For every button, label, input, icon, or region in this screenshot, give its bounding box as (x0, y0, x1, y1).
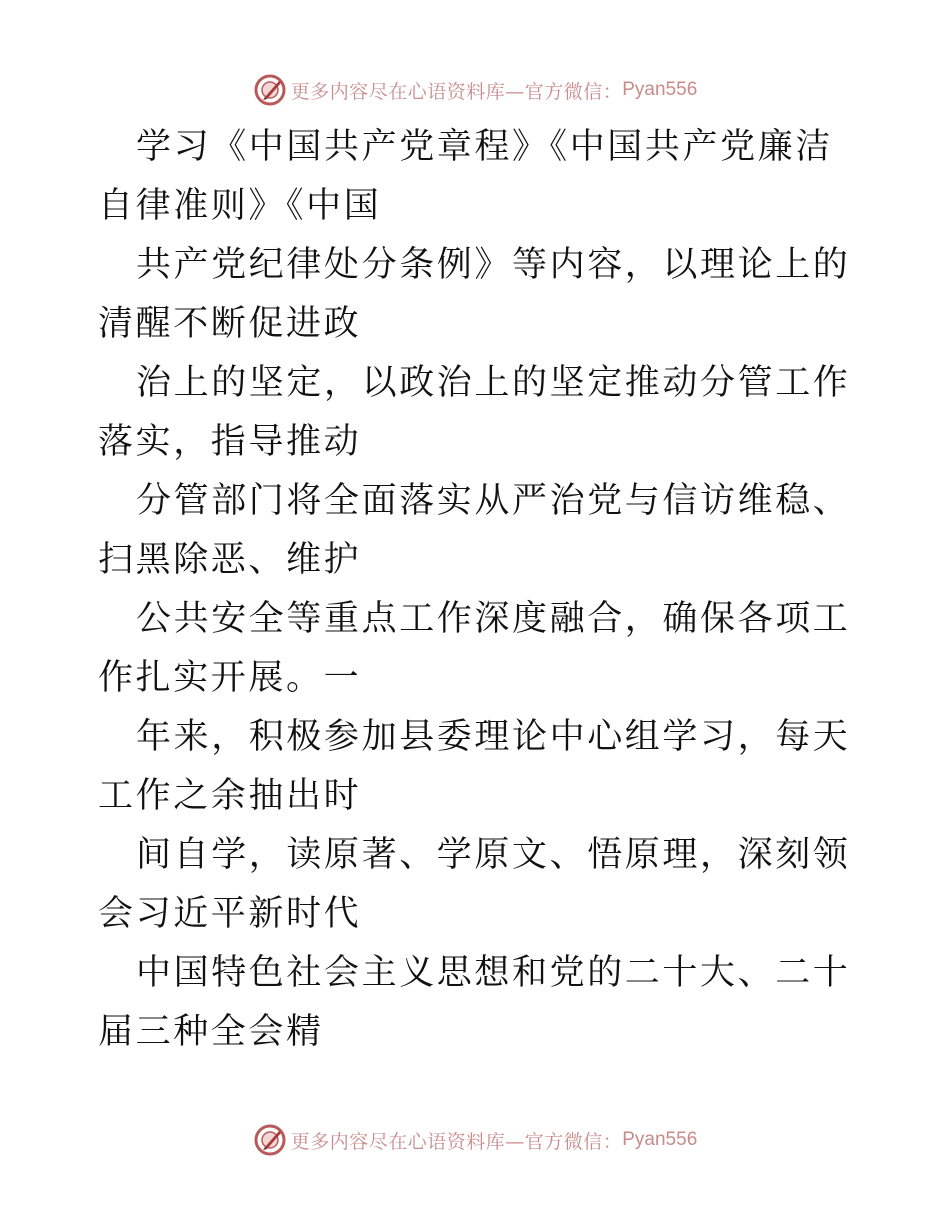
watermark-text: 更多内容尽在心语资料库—官方微信： (290, 1130, 623, 1153)
paragraph-7: 间自学，读原著、学原文、悟原理，深刻领会习近平新时代 (98, 835, 851, 934)
watermark-brand: Pyan556 (622, 1129, 698, 1150)
paragraph-1: 学习《中国共产党章程》《中国共产党廉洁自律准则》《中国 (98, 127, 833, 226)
footer-watermark (0, 1120, 950, 1160)
paragraph-8: 中国特色社会主义思想和党的二十大、二十届三种全会精 (98, 953, 851, 1052)
paragraph-3: 治上的坚定，以政治上的坚定推动分管工作落实，指导推动 (98, 363, 851, 462)
paragraph-6: 年来，积极参加县委理论中心组学习，每天工作之余抽出时 (98, 717, 851, 816)
document-body (98, 118, 858, 1062)
header-watermark (0, 70, 950, 110)
paragraph-5: 公共安全等重点工作深度融合，确保各项工作扎实开展。一 (98, 599, 851, 698)
brand-logo-icon (253, 73, 287, 107)
watermark-text: 更多内容尽在心语资料库—官方微信： (290, 80, 623, 103)
brand-logo-icon (253, 1123, 287, 1157)
paragraph-2: 共产党纪律处分条例》等内容，以理论上的清醒不断促进政 (98, 245, 851, 344)
paragraph-4: 分管部门将全面落实从严治党与信访维稳、扫黑除恶、维护 (98, 481, 851, 580)
watermark-brand: Pyan556 (622, 79, 698, 100)
